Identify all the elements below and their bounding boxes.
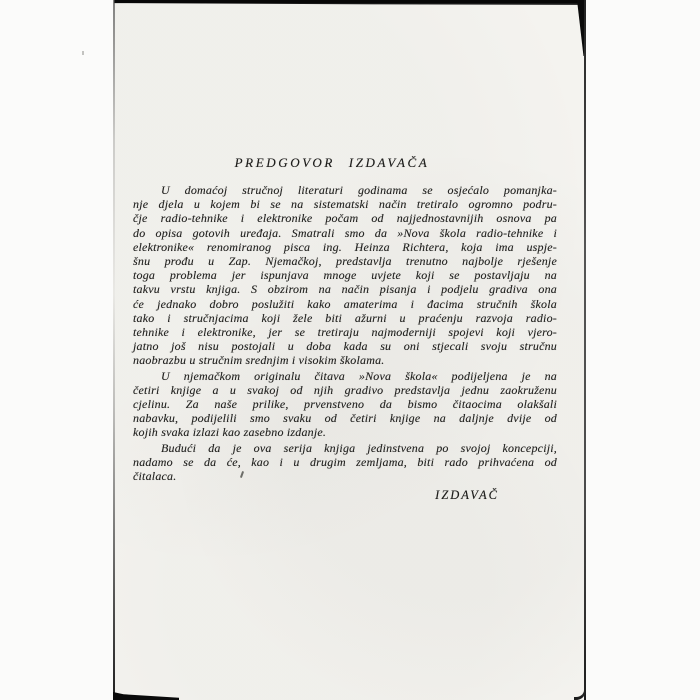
text-line: cjelinu. Za naše prilike, prvenstveno da bismo čitaocima olakšali	[133, 397, 557, 412]
text-line: nadamo se da će, kao i u drugim zemljama, biti rado prihvaćena od	[133, 454, 557, 469]
text-line: čje radio-tehnike i elektronike počam od najjednostavnijih osnova pa	[133, 211, 557, 226]
paragraphs	[133, 183, 557, 483]
text-line: jatno još nisu postojali u doba kada su oni stjecali svoju stručnu	[133, 339, 557, 354]
text-line: čitalaca.	[133, 469, 177, 484]
scan-edge-left	[113, 0, 115, 700]
text-line: tako i stručnjacima koji žele biti ažurni u praćenju razvoja radio-	[133, 310, 557, 325]
text-line: U njemačkom originalu čitava »Nova škola« podijeljena je na	[161, 368, 557, 383]
text-line: kojih svaka izlazi kao zasebno izdanje.	[133, 425, 327, 440]
scan-speck	[82, 51, 84, 55]
text-line: nabavku, podijelili smo svaku od četiri knjige na daljnje dvije od	[133, 411, 557, 426]
page-content	[133, 155, 557, 503]
text-line: elektronike« renomiranog pisca ing. Heinza Richtera, koja ima uspje-	[133, 239, 557, 254]
scan-edge-right	[584, 0, 586, 700]
text-line: šnu prođu u Zap. Njemačkoj, predstavlja trenutno najbolje rješenje	[133, 254, 557, 269]
text-line: toga problema jer ispunjava mnoge uvjete koji se postavljaju na	[133, 268, 557, 283]
scanned-page	[113, 0, 586, 700]
paragraph	[133, 441, 557, 484]
text-line: četiri knjige a u svakoj od njih gradivo predstavlja jednu zaokruženu	[133, 382, 557, 397]
paragraph	[133, 183, 557, 368]
signature: IZDAVAČ	[435, 488, 499, 503]
text-line: takvu vrstu knjiga. S obzirom na način pisanja i podjelu gradiva ona	[133, 282, 557, 297]
page-title: PREDGOVOR IZDAVAČA	[234, 155, 430, 170]
text-line: tehnike i elektronike, jer se tretiraju najmoderniji spojevi koji vjero-	[133, 325, 557, 340]
scan-edge-top	[114, 0, 586, 5]
scan-corner-bottom-left	[113, 692, 179, 700]
text-line: nje djela u kojem bi se na sistematski način tretiralo ogromno podru-	[133, 197, 557, 212]
text-line: U domaćoj stručnoj literaturi godinama se osjećalo pomanjka-	[161, 183, 557, 197]
text-line: naobrazbu u stručnim srednjim i visokim školama.	[133, 353, 385, 368]
text-line: do opisa gotovih uređaja. Smatrali smo da »Nova škola radio-tehnike i	[133, 225, 557, 240]
paragraph	[133, 369, 557, 440]
text-line: će jednako dobro poslužiti kako amaterima i đacima stručnih škola	[133, 296, 557, 311]
text-line: Budući da je ova serija knjiga jedinstvena po svojoj koncepciji,	[161, 440, 557, 455]
